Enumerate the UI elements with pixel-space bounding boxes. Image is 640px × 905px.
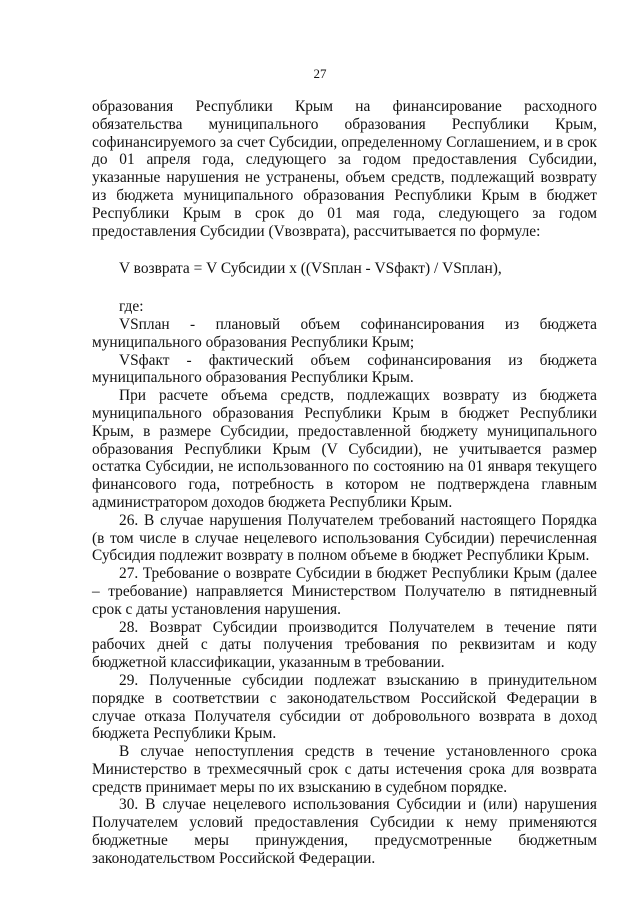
document-body <box>92 98 597 868</box>
paragraph-26: 26. В случае нарушения Получателем требований настоящего Порядка (в том числе в случае нецелевого использования Субсидии) перечисленная Субсидия подлежит возврату в полном объеме в бюджет Республики Крым. <box>92 511 597 565</box>
paragraph-continuation: образования Республики Крым на финансирование расходного обязательства муниципального образования Республики Крым, софинансируемого за счет Субсидии, определенному Соглашением, и в срок до 01 апреля года, следующего за годом предоставления Субсидии, указанные нарушения не устранены, объем средств, подлежащий возврату из бюджета муниципального образования Республики Крым в бюджет Республики Крым в срок до 01 мая года, следующего за годом предоставления Субсидии (Vвозврата), рассчитывается по формуле: <box>92 98 597 240</box>
paragraph-28: 28. Возврат Субсидии производится Получателем в течение пяти рабочих дней с даты получения требования по реквизитам и коду бюджетной классификации, указанным в требовании. <box>92 618 597 672</box>
paragraph-29: 29. Полученные субсидии подлежат взысканию в принудительном порядке в соответствии с законодательством Российской Федерации в случае отказа Получателя субсидии от добровольного возврата в доход бюджета Республики Крым. <box>92 671 597 743</box>
paragraph-calculation-note: При расчете объема средств, подлежащих возврату из бюджета муниципального образования Республики Крым в бюджет Республики Крым, в размере Субсидии, предоставленной бюджету муниципального образования Республики Крым (V Субсидии), не учитывается размер остатка Субсидии, не использованного по состоянию на 01 января текущего финансового года, потребность в котором не подтверждена главным администратором доходов бюджета Республики Крым. <box>92 387 597 511</box>
paragraph-29-continuation: В случае непоступления средств в течение установленного срока Министерство в трехмесячный срок с даты истечения срока для возврата средств принимает меры по их взысканию в судебном порядке. <box>92 743 597 796</box>
return-formula: V возврата = V Субсидии х ((VSплан - VSфакт) / VSплан), <box>119 260 502 278</box>
paragraph-30: 30. В случае нецелевого использования Субсидии и (или) нарушения Получателем условий предоставления Субсидии к нему применяются бюджетные меры принуждения, предусмотренные бюджетным законодательством Российской Федерации. <box>92 796 597 867</box>
formula-where-label: где: <box>119 298 144 316</box>
definition-vsplan: VSплан - плановый объем софинансирования из бюджета муниципального образования Республики Крым; <box>92 315 597 351</box>
page-number: 27 <box>313 66 327 81</box>
paragraph-27: 27. Требование о возврате Субсидии в бюджет Республики Крым (далее – требование) направляется Министерством Получателю в пятидневный срок с даты установления нарушения. <box>92 565 597 618</box>
definition-vsfakt: VSфакт - фактический объем софинансирования из бюджета муниципального образования Республики Крым. <box>92 351 597 387</box>
